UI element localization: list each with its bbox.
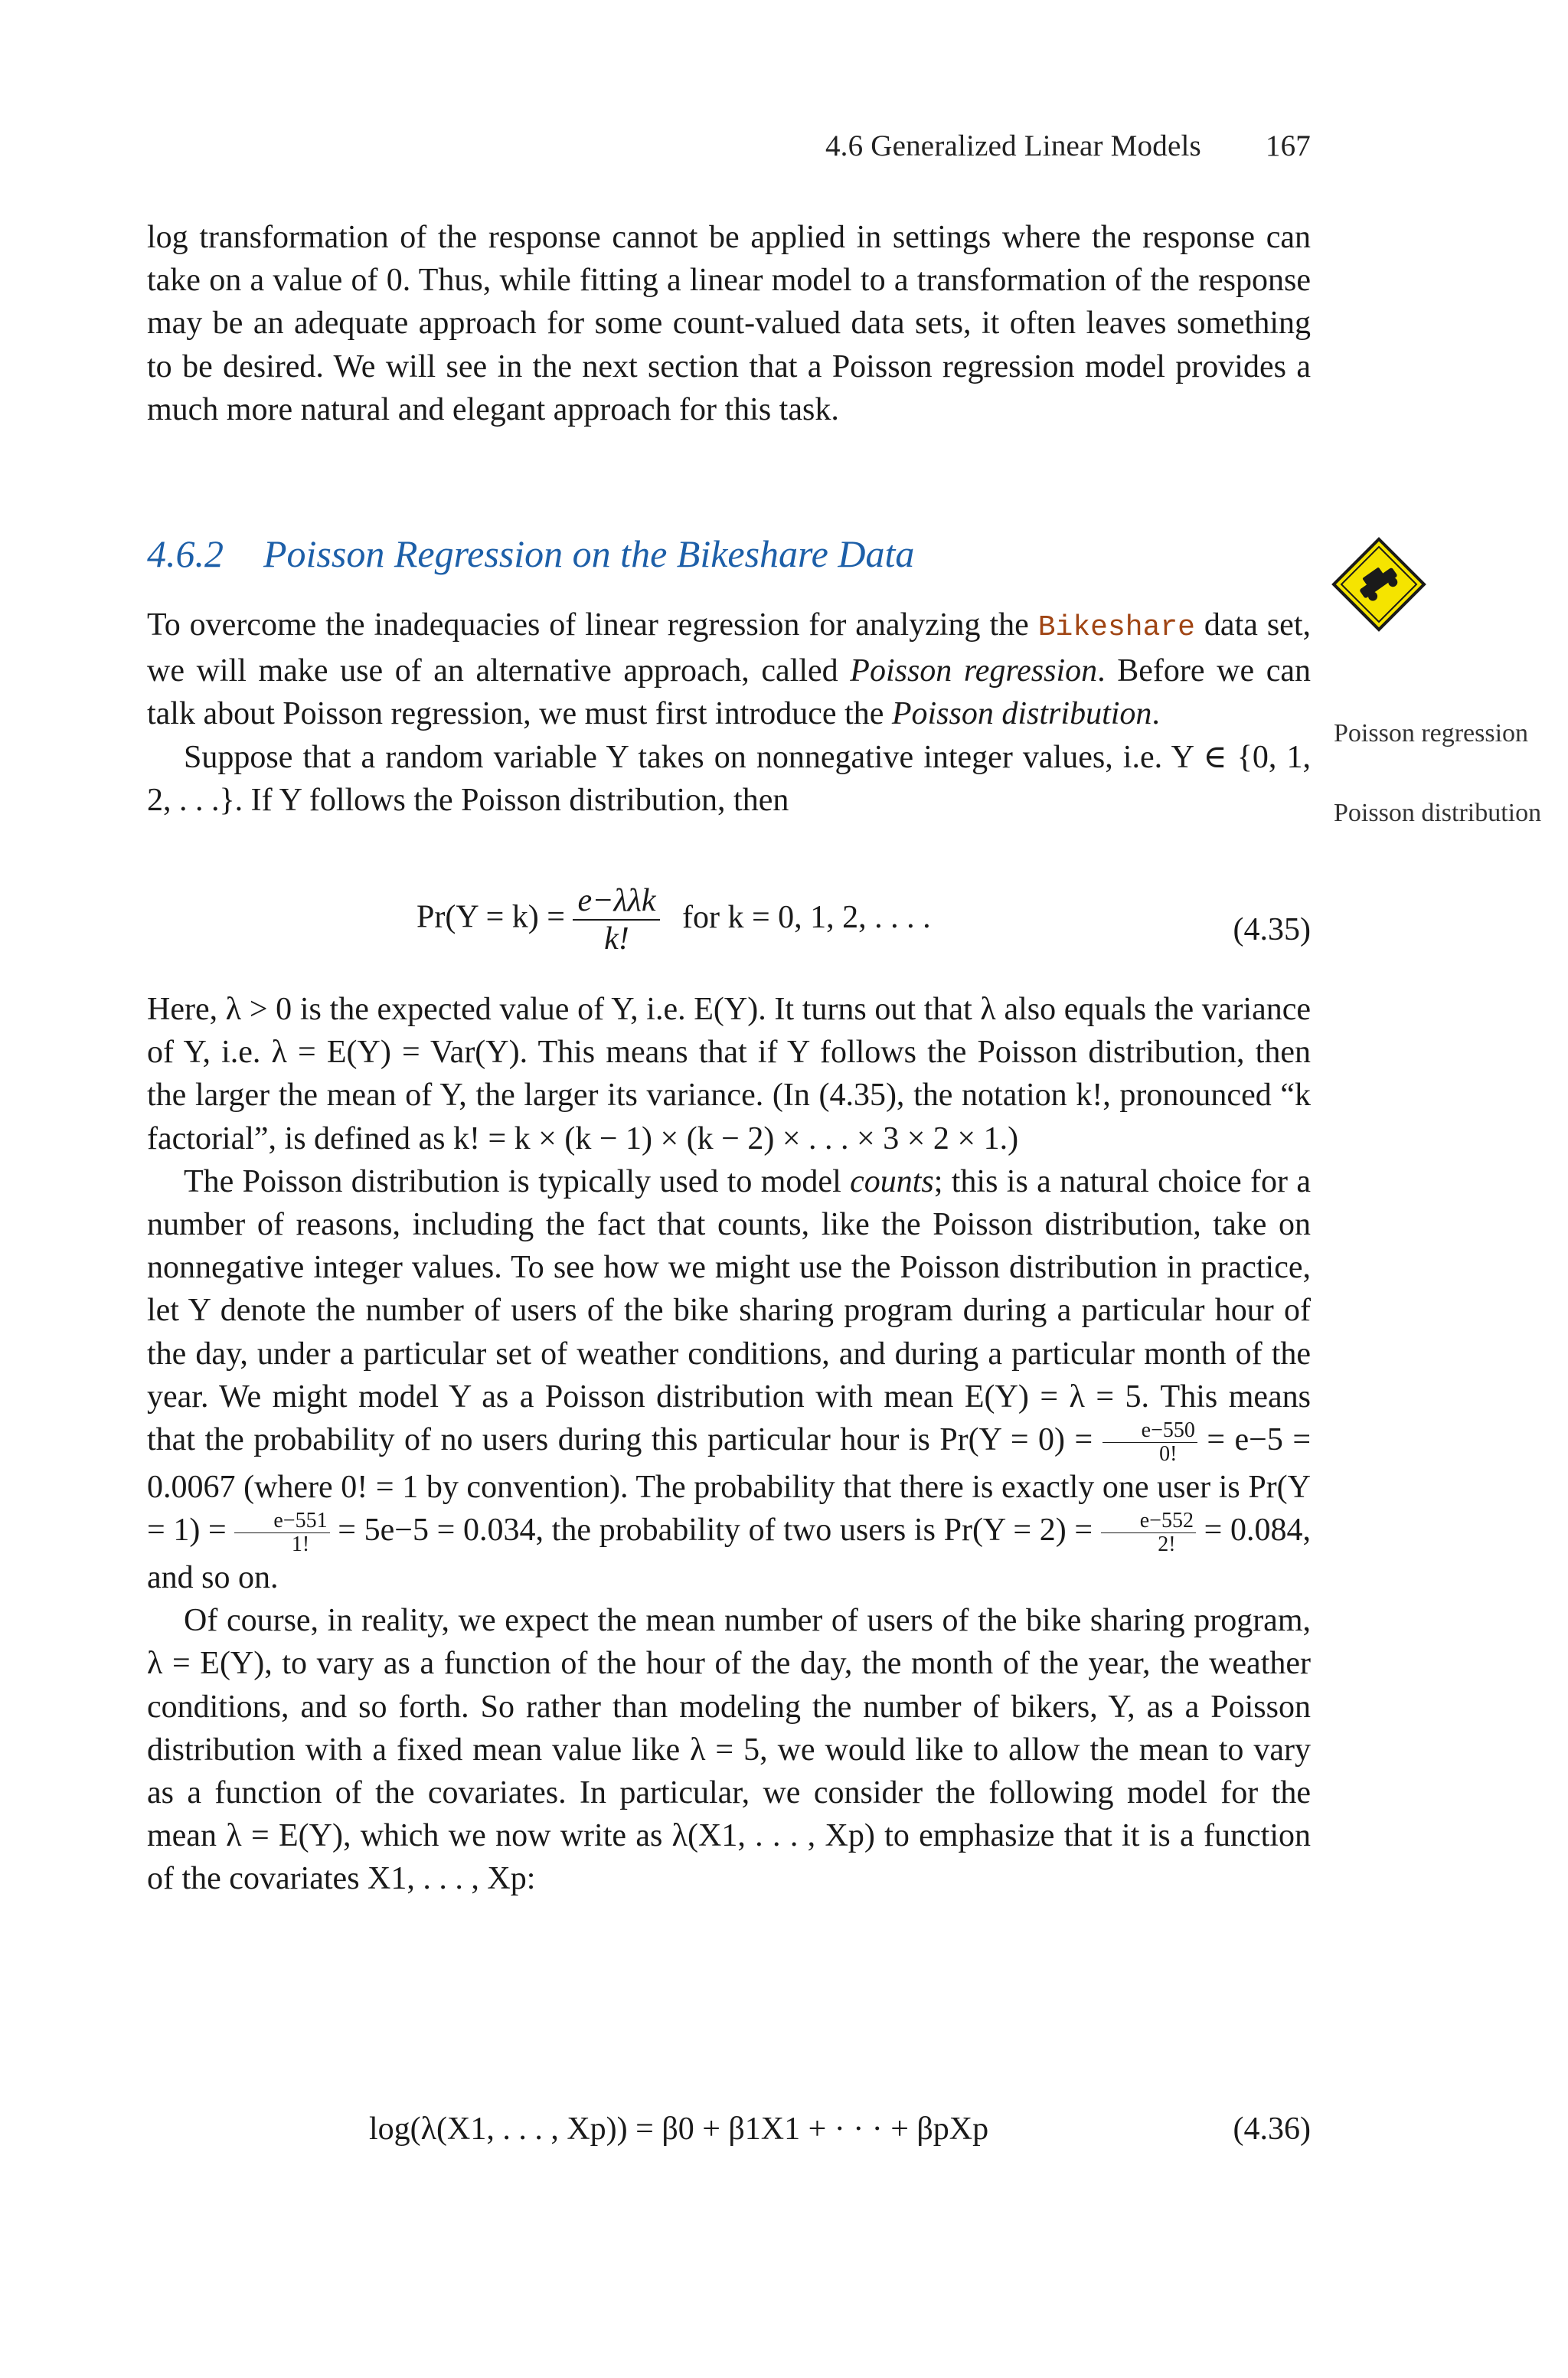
section-title: Poisson Regression on the Bikeshare Data <box>263 532 915 575</box>
margin-note-poisson-distribution: Poisson distribution <box>1334 799 1542 827</box>
eq35-condition: for k = 0, 1, 2, . . . . <box>681 899 931 935</box>
equation-4-35 <box>147 882 1311 974</box>
frac-pr1-num: e−551 <box>234 1510 329 1533</box>
equation-4-36 <box>147 2111 1311 2157</box>
p1-text-a: To overcome the inadequacies of linear regression for analyzing the <box>147 607 1038 643</box>
eq35-denominator: k! <box>604 921 629 957</box>
intro-text: log transformation of the response cannot be applied in settings where the response can take on a value of 0. Thus, while fitting a linear model to a transformation of the response may be an adequate approach for some count-valued data sets, it often leaves something to be desired. We will see in the next section that a Poisson regression model provides a much more natural and elegant approach for this task. <box>147 220 1311 427</box>
eq35-fraction <box>573 882 660 957</box>
em-poisson-regression: Poisson regression <box>850 653 1098 689</box>
paragraph-5: Of course, in reality, we expect the mean number of users of the bike sharing program, λ = E(Y), to vary as a function of the hour of the day, the month of the year, the weather conditions, and so forth. So rather than modeling the number of bikers, Y, as a Poisson distribution with a fixed mean value like λ = 5, we would like to allow the mean to vary as a function of the covariates. In particular, we consider the following model for the mean λ = E(Y), which we now write as λ(X1, . . . , Xp) to emphasize that it is a function of the covariates X1, . . . , Xp: <box>147 1603 1311 1897</box>
eq35-label: (4.35) <box>1233 912 1311 947</box>
code-bikeshare: Bikeshare <box>1037 611 1195 644</box>
margin-note-poisson-regression: Poisson regression <box>1334 719 1529 747</box>
em-poisson-distribution: Poisson distribution <box>891 696 1152 732</box>
page-number: 167 <box>1265 129 1311 162</box>
frac-pr0-den: 0! <box>1159 1441 1178 1466</box>
paragraph-1 <box>147 603 1311 736</box>
section-number: 4.6.2 <box>147 532 224 575</box>
paragraph-3: Here, λ > 0 is the expected value of Y, i.e. E(Y). It turns out that λ also equals the variance of Y, i.e. λ = E(Y) = Var(Y). This means that if Y follows the Poisson distribution, then the larger the mean of Y, the larger its variance. (In (4.35), the notation k!, pronounced “k factorial”, is defined as k! = k × (k − 1) × (k − 2) × . . . × 3 × 2 × 1.) <box>147 992 1311 1156</box>
p4-text-e: = 0.084, and so on. <box>147 1513 1311 1595</box>
section-body <box>147 603 1311 822</box>
lab-icon <box>1331 536 1427 633</box>
header-section-title: 4.6 Generalized Linear Models <box>825 129 1201 162</box>
frac-pr2-num: e−552 <box>1101 1510 1196 1533</box>
p1-text-c: . Before we can talk about Poisson regression, we must first introduce the <box>147 653 1312 732</box>
em-counts: counts <box>850 1163 934 1199</box>
p4-text-a: The Poisson distribution is typically used to model <box>184 1163 851 1199</box>
p1-text-d: . <box>1152 696 1160 732</box>
eq35-numerator: e−λλk <box>573 882 660 921</box>
paragraph-2: Suppose that a random variable Y takes on nonnegative integer values, i.e. Y ∈ {0, 1, 2, . . .}. If Y follows the Poisson distribution, then <box>147 739 1311 818</box>
section-heading <box>147 532 914 576</box>
frac-pr0-num: e−550 <box>1102 1419 1197 1443</box>
frac-pr1 <box>234 1510 329 1556</box>
frac-pr1-den: 1! <box>291 1532 310 1556</box>
frac-pr0 <box>1102 1419 1197 1466</box>
p4-text-b: ; this is a natural choice for a number of reasons, including the fact that counts, like the Poisson distribution, take on nonnegative integer values. To see how we might use the Poisson distribution in practice, let Y denote the number of users of the bike sharing program during a particular hour of the day, under a particular set of weather conditions, and during a particular month of the year. We might model Y as a Poisson distribution with mean E(Y) = λ = 5. This means that the probability of no users during this particular hour is Pr(Y = 0) = <box>147 1163 1312 1458</box>
frac-pr2-den: 2! <box>1158 1532 1176 1556</box>
p4-text-c: = e−5 = 0.0067 (where 0! = 1 by convention). The probability that there is exactly one user is Pr(Y = 1) = <box>147 1422 1312 1549</box>
frac-pr2 <box>1101 1510 1196 1556</box>
eq35-lhs: Pr(Y = k) = <box>416 899 565 935</box>
intro-paragraph <box>147 216 1311 431</box>
p1-text-b: data set, we will make use of an alternative approach, called <box>147 607 1311 689</box>
eq36-text: log(λ(X1, . . . , Xp)) = β0 + β1X1 + · · · + βpXp <box>369 2111 989 2147</box>
eq36-label: (4.36) <box>1233 2111 1311 2147</box>
section-body-2 <box>147 988 1311 1901</box>
p4-text-d: = 5e−5 = 0.034, the probability of two users is Pr(Y = 2) = <box>329 1513 1101 1549</box>
paragraph-4 <box>147 1160 1311 1599</box>
running-header <box>825 129 1311 163</box>
